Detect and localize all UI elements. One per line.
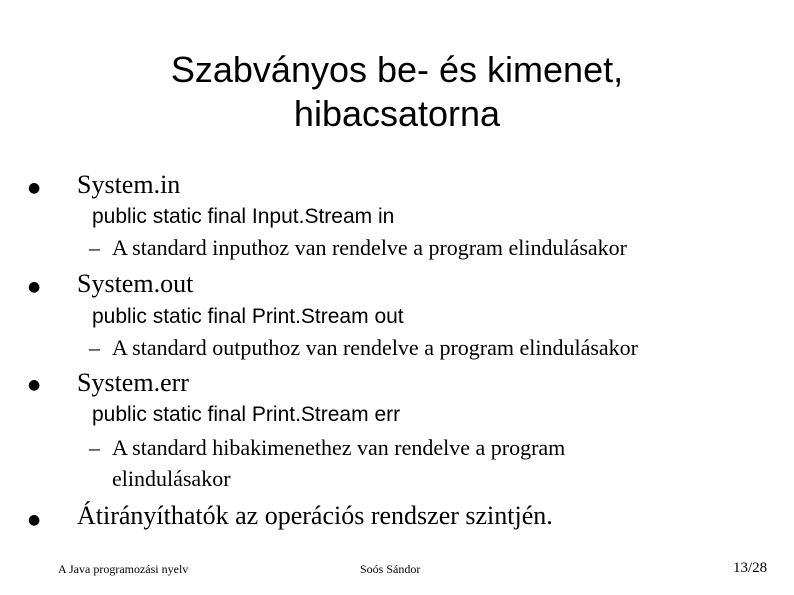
dash-icon: – <box>89 335 100 360</box>
description-out: A standard outputhoz van rendelve a program elindulásakor <box>112 335 639 360</box>
description-err-line-2: elindulásakor <box>112 466 231 491</box>
list-item-redirect: Átirányíthatók az operációs rendszer szintjén. <box>77 501 553 530</box>
code-signature-in: public static final Input.Stream in <box>92 205 395 228</box>
description-err-line-1: A standard hibakimenethez van rendelve a program <box>112 435 566 460</box>
dash-icon: – <box>89 235 100 260</box>
slide-title <box>0 48 794 136</box>
bullet-icon: ● <box>28 377 41 393</box>
footer-course-title: A Java programozási nyelv <box>58 562 189 576</box>
dash-icon: – <box>89 435 100 460</box>
slide-title-line-1: Szabványos be- és kimenet, <box>170 49 624 90</box>
bullet-icon: ● <box>28 279 41 295</box>
page-number: 13/28 <box>733 560 768 576</box>
list-item-system-err: System.err <box>77 368 189 397</box>
code-signature-err: public static final Print.Stream err <box>92 403 401 426</box>
description-in: A standard inputhoz van rendelve a program elindulásakor <box>112 235 628 260</box>
bullet-icon: ● <box>28 180 41 196</box>
bullet-icon: ● <box>28 512 41 528</box>
code-signature-out: public static final Print.Stream out <box>92 305 404 328</box>
list-item-system-in: System.in <box>77 170 181 199</box>
slide-title-line-2: hibacsatorna <box>293 93 501 134</box>
footer-author: Soós Sándor <box>360 562 421 576</box>
list-item-system-out: System.out <box>77 269 194 298</box>
